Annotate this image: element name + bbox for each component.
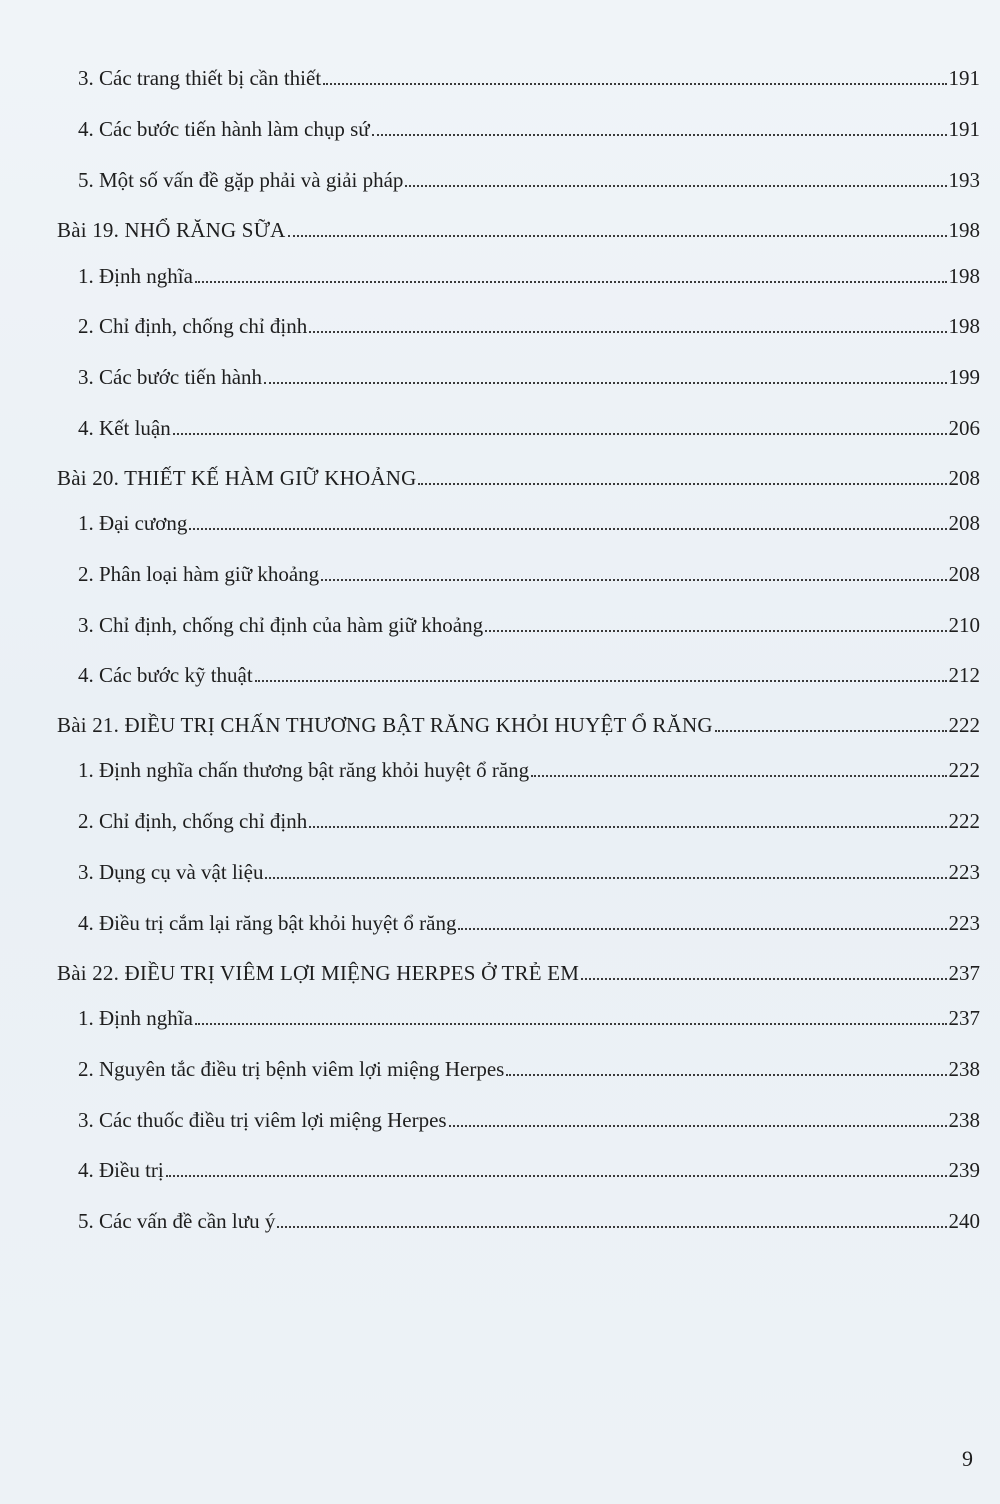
toc-entry — [0, 359, 1000, 389]
toc-entry-title: 4. Điều trị cắm lại răng bật khỏi huyệt ổ răng — [78, 911, 457, 935]
toc-entry-title: 3. Các bước tiến hành — [78, 365, 263, 389]
toc-entry — [0, 60, 1000, 90]
dot-leader — [265, 877, 946, 879]
toc-entry-page: 239 — [948, 1158, 980, 1182]
dot-leader — [715, 730, 947, 732]
dot-leader — [485, 630, 946, 632]
dot-leader — [372, 134, 947, 136]
toc-entry-page: 208 — [948, 466, 980, 490]
toc-entry-title: Bài 21. ĐIỀU TRỊ CHẤN THƯƠNG BẬT RĂNG KHỎI HUYỆT Ổ RĂNG — [57, 713, 713, 737]
toc-entry — [0, 162, 1000, 192]
dot-leader — [531, 775, 946, 777]
toc-entry-page: 191 — [948, 66, 980, 90]
toc-entry — [0, 1102, 1000, 1132]
toc-entry-title: 1. Định nghĩa — [78, 1006, 193, 1030]
toc-entry — [0, 1000, 1000, 1030]
toc-entry-page: 222 — [948, 758, 980, 782]
dot-leader — [195, 281, 947, 283]
dot-leader — [323, 83, 946, 85]
toc-entry-title: 1. Định nghĩa — [78, 264, 193, 288]
toc-entry-page: 210 — [948, 613, 980, 637]
toc-entry-title: 1. Định nghĩa chấn thương bật răng khỏi huyệt ổ răng — [78, 758, 530, 782]
toc-entry-title: 2. Chỉ định, chống chỉ định — [78, 809, 308, 833]
toc-entry-title: 4. Các bước kỹ thuật — [78, 663, 253, 687]
toc-entry-page: 223 — [948, 911, 980, 935]
toc-entry-title: 2. Chỉ định, chống chỉ định — [78, 314, 308, 338]
toc-entry — [0, 410, 1000, 440]
dot-leader — [321, 579, 946, 581]
toc-entry — [0, 803, 1000, 833]
dot-leader — [309, 826, 946, 828]
toc-entry-title: 4. Điều trị — [78, 1158, 164, 1182]
toc-entry-page: 223 — [948, 860, 980, 884]
toc-entry — [0, 607, 1000, 637]
toc-entry-page: 208 — [948, 562, 980, 586]
dot-leader — [309, 331, 946, 333]
dot-leader — [458, 928, 946, 930]
toc-entry — [0, 111, 1000, 141]
toc-entry-page: 237 — [948, 1006, 980, 1030]
dot-leader — [195, 1023, 947, 1025]
toc-entry-page: 238 — [948, 1057, 980, 1081]
dot-leader — [277, 1226, 946, 1228]
toc-entry-title: Bài 20. THIẾT KẾ HÀM GIỮ KHOẢNG — [57, 466, 417, 490]
toc-entry-page: 237 — [948, 961, 980, 985]
toc-section-entry — [0, 460, 1000, 490]
toc-entry-title: 4. Các bước tiến hành làm chụp sứ — [78, 117, 370, 141]
toc-entry — [0, 752, 1000, 782]
toc-entry-page: 198 — [948, 218, 980, 242]
toc-entry — [0, 1051, 1000, 1081]
toc-entry — [0, 657, 1000, 687]
toc-entry-page: 208 — [948, 511, 980, 535]
toc-entry-page: 193 — [948, 168, 980, 192]
toc-entry-page: 198 — [948, 264, 980, 288]
dot-leader — [405, 185, 946, 187]
dot-leader — [288, 235, 947, 237]
toc-entry — [0, 505, 1000, 535]
toc-entry-title: 3. Chỉ định, chống chỉ định của hàm giữ khoảng — [78, 613, 484, 637]
toc-entry-title: 3. Dụng cụ và vật liệu — [78, 860, 264, 884]
toc-entry — [0, 905, 1000, 935]
toc-entry-title: 2. Nguyên tắc điều trị bệnh viêm lợi miệng Herpes — [78, 1057, 505, 1081]
dot-leader — [173, 433, 947, 435]
toc-entry-page: 199 — [948, 365, 980, 389]
toc-entry — [0, 1203, 1000, 1233]
toc-entry-page: 238 — [948, 1108, 980, 1132]
dot-leader — [449, 1125, 947, 1127]
dot-leader — [506, 1074, 946, 1076]
toc-entry-page: 222 — [948, 713, 980, 737]
toc-entry-page: 191 — [948, 117, 980, 141]
dot-leader — [581, 978, 946, 980]
dot-leader — [418, 483, 946, 485]
toc-entry-title: 1. Đại cương — [78, 511, 188, 535]
toc-entry — [0, 556, 1000, 586]
toc-entry-title: Bài 19. NHỔ RĂNG SỮA — [57, 218, 286, 242]
toc-entry-title: 4. Kết luận — [78, 416, 171, 440]
toc-entry — [0, 854, 1000, 884]
toc-entry-page: 222 — [948, 809, 980, 833]
page-number: 9 — [962, 1446, 973, 1471]
dot-leader — [189, 528, 946, 530]
toc-entry-page: 212 — [948, 663, 980, 687]
toc-section-entry — [0, 707, 1000, 737]
toc-entry-title: Bài 22. ĐIỀU TRỊ VIÊM LỢI MIỆNG HERPES Ở TRẺ EM — [57, 961, 580, 985]
toc-entry-title: 5. Một số vấn đề gặp phải và giải pháp — [78, 168, 404, 192]
toc-section-entry — [0, 955, 1000, 985]
dot-leader — [255, 680, 947, 682]
toc-entry-title: 3. Các thuốc điều trị viêm lợi miệng Herpes — [78, 1108, 447, 1132]
toc-entry-title: 2. Phân loại hàm giữ khoảng — [78, 562, 320, 586]
toc-entry-title: 5. Các vấn đề cần lưu ý — [78, 1209, 276, 1233]
toc-entry-page: 206 — [948, 416, 980, 440]
toc-entry — [0, 1152, 1000, 1182]
toc-entry — [0, 308, 1000, 338]
toc-entry-title: 3. Các trang thiết bị cần thiết — [78, 66, 322, 90]
toc-entry — [0, 258, 1000, 288]
dot-leader — [264, 382, 946, 384]
toc-entry-page: 240 — [948, 1209, 980, 1233]
toc-section-entry — [0, 212, 1000, 242]
dot-leader — [166, 1175, 947, 1177]
toc-entry-page: 198 — [948, 314, 980, 338]
